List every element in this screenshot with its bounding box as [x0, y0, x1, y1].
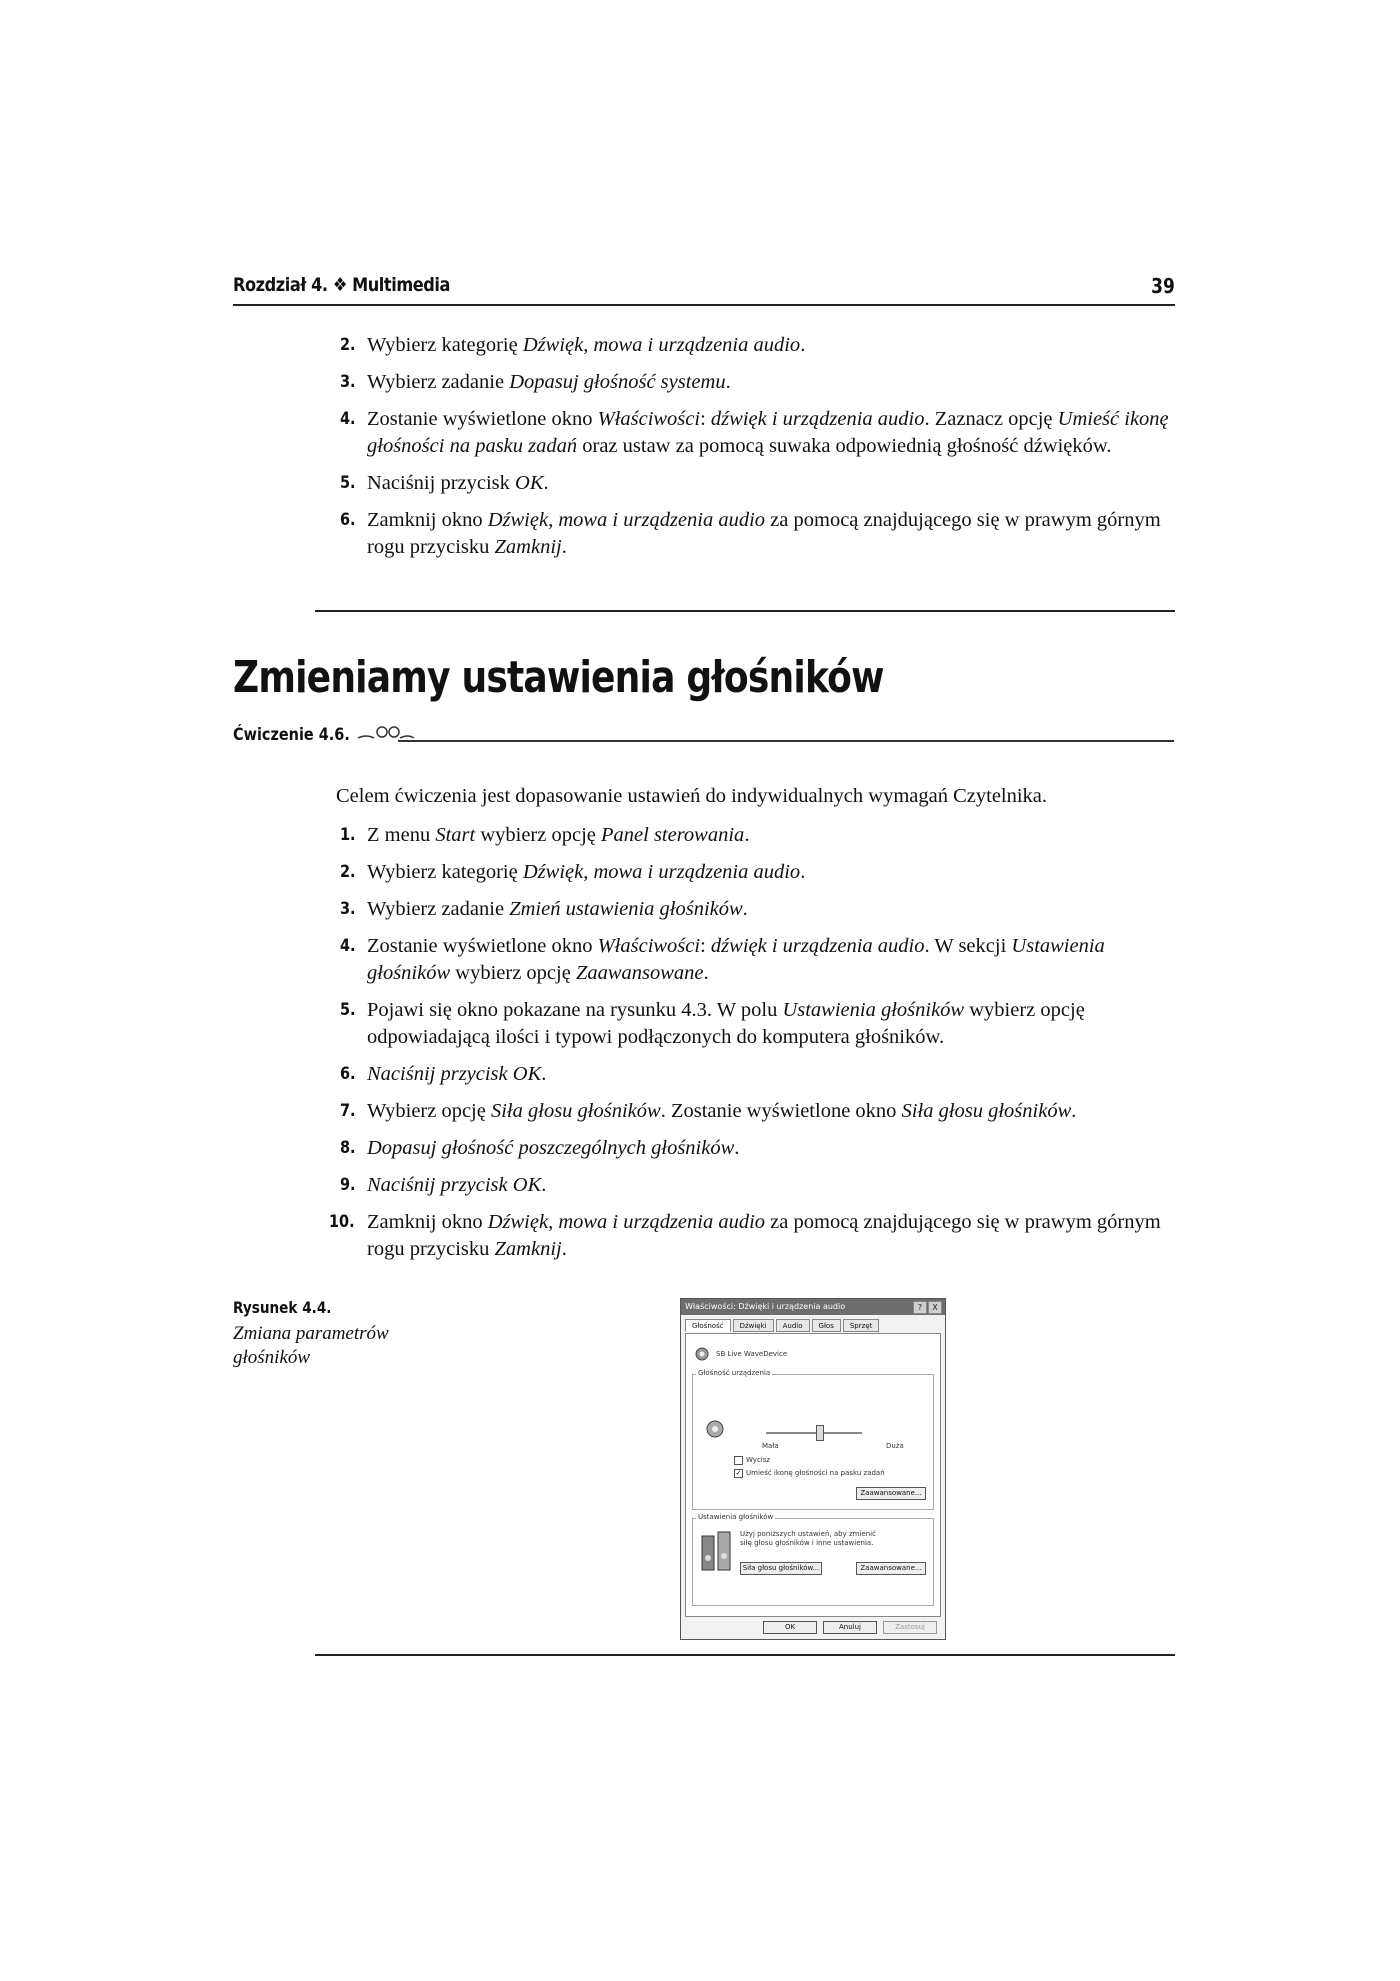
exercise-intro: Celem ćwiczenia jest dopasowanie ustawień do indywidualnych wymagań Czytelnika. — [336, 785, 1048, 807]
step-text: Naciśnij przycisk OK — [367, 1063, 542, 1085]
step-text: . Zaznacz opcję — [924, 408, 1058, 430]
device-volume-label: Głośność urządzenia — [698, 1369, 771, 1377]
figure-caption-line: głośników — [233, 1347, 311, 1368]
tab-audio[interactable]: Audio — [776, 1319, 810, 1332]
step-text: . — [541, 1174, 547, 1196]
list-item — [340, 1135, 1170, 1162]
ok-button[interactable]: OK — [763, 1621, 817, 1634]
list-item — [340, 859, 1170, 886]
list-item — [340, 1098, 1170, 1125]
tab-hardware[interactable]: Sprzęt — [843, 1319, 880, 1332]
step-text: wybierz opcję odpowiadającą ilości i typowi podłączonych do komputera głośników. — [367, 999, 1085, 1048]
step-text: . — [543, 472, 549, 494]
step-text: oraz ustaw za pomocą suwaka odpowiednią głośność dźwięków. — [577, 435, 1112, 457]
step-text: Dźwięk, mowa i urządzenia audio — [487, 509, 766, 531]
step-text: Wybierz zadanie — [367, 898, 510, 920]
step-number: 9. — [340, 1175, 356, 1195]
section-title: Zmieniamy ustawienia głośników — [233, 652, 884, 703]
figure-label: Rysunek 4.4. — [233, 1298, 332, 1317]
step-text: Panel sterowania — [601, 824, 745, 846]
step-text: Ustawienia głośników — [367, 935, 1105, 984]
step-text: Właściwości — [597, 935, 701, 957]
step-text: . — [742, 898, 748, 920]
list-item — [340, 406, 1170, 460]
section-divider-top — [315, 610, 1175, 612]
help-button[interactable]: ? — [913, 1301, 927, 1314]
step-text: . — [561, 1238, 567, 1260]
mute-label: Wycisz — [746, 1456, 771, 1464]
step-text: Wybierz zadanie — [367, 371, 510, 393]
step-number: 2. — [340, 862, 356, 882]
step-text: . — [541, 1063, 547, 1085]
step-text: Wybierz kategorię — [367, 861, 523, 883]
close-button[interactable]: X — [928, 1301, 942, 1314]
step-text: Naciśnij przycisk OK — [367, 1174, 542, 1196]
step-text: dźwięk i urządzenia audio — [710, 935, 925, 957]
step-number: 8. — [340, 1138, 356, 1158]
list-item — [340, 896, 1170, 923]
step-text: Siła głosu głośników — [901, 1100, 1072, 1122]
exercise-label: Ćwiczenie 4.6. — [233, 725, 350, 745]
step-text: . W sekcji — [924, 935, 1012, 957]
tray-icon-checkbox[interactable]: ✓ — [735, 1469, 742, 1477]
step-text: : — [700, 408, 711, 430]
exercise-rule — [398, 740, 1174, 742]
slider-max-label: Duża — [886, 1442, 904, 1450]
step-text: dźwięk i urządzenia audio — [710, 408, 925, 430]
speakers-icon — [700, 1530, 734, 1574]
step-text: Wybierz opcję — [367, 1100, 491, 1122]
step-text: Zaawansowane — [575, 962, 704, 984]
step-text: . — [703, 962, 709, 984]
list-item — [340, 470, 1170, 497]
step-text: wybierz opcję — [450, 962, 576, 984]
step-text: Zostanie wyświetlone okno — [367, 408, 598, 430]
step-text: . — [1071, 1100, 1077, 1122]
step-number: 6. — [340, 1064, 356, 1084]
tab-sounds[interactable]: Dźwięki — [733, 1319, 774, 1332]
list-item — [329, 1209, 1170, 1263]
step-text: . — [744, 824, 750, 846]
step-number: 2. — [340, 335, 356, 355]
volume-tab-panel — [685, 1333, 941, 1617]
step-text: Pojawi się okno pokazane na rysunku 4.3. W polu — [367, 999, 783, 1021]
figure-caption — [233, 1322, 389, 1370]
step-number: 4. — [340, 936, 356, 956]
step-text: Dźwięk, mowa i urządzenia audio — [487, 1211, 766, 1233]
step-text: OK — [515, 472, 544, 494]
step-text: . — [734, 1137, 740, 1159]
step-number: 3. — [340, 372, 356, 392]
list-item — [340, 507, 1170, 561]
speaker-settings-label: Ustawienia głośników — [698, 1513, 774, 1521]
step-text: Dopasuj głośność poszczególnych głośników — [367, 1137, 735, 1159]
list-item — [340, 1061, 1170, 1088]
step-text: Zamknij okno — [367, 509, 488, 531]
step-number: 5. — [340, 1000, 356, 1020]
step-number: 3. — [340, 899, 356, 919]
apply-button[interactable]: Zastosuj — [883, 1621, 937, 1634]
step-text: . Zostanie wyświetlone okno — [660, 1100, 902, 1122]
step-text: . — [800, 861, 806, 883]
step-text: Zamknij — [494, 1238, 562, 1260]
step-number: 10. — [329, 1212, 355, 1232]
step-text: Zamknij — [494, 536, 562, 558]
step-number: 5. — [340, 473, 356, 493]
step-text: Właściwości — [597, 408, 701, 430]
step-text: Naciśnij przycisk — [367, 472, 516, 494]
step-text: Umieść ikonę głośności na pasku zadań — [367, 408, 1169, 457]
step-text: za pomocą znajdującego się w prawym górnym rogu przycisku — [367, 1211, 1161, 1260]
sound-properties-dialog — [680, 1298, 946, 1640]
step-text: Ustawienia głośników — [782, 999, 965, 1021]
dialog-titlebar — [681, 1299, 945, 1315]
step-text: . — [725, 371, 731, 393]
step-text: Dźwięk, mowa i urządzenia audio — [522, 861, 801, 883]
step-text: Wybierz kategorię — [367, 334, 523, 356]
list-item — [340, 933, 1170, 987]
step-number: 4. — [340, 409, 356, 429]
step-text: . — [800, 334, 806, 356]
list-item — [340, 822, 1170, 849]
step-text: Dźwięk, mowa i urządzenia audio — [522, 334, 801, 356]
volume-slider-track — [766, 1432, 862, 1434]
step-text: wybierz opcję — [475, 824, 601, 846]
advanced-speaker-button[interactable]: Zaawansowane... — [856, 1562, 926, 1575]
tray-icon-label: Umieść ikonę głośności na pasku zadań — [746, 1469, 885, 1477]
speaker-volume-button[interactable]: Siła głosu głośników... — [740, 1562, 822, 1575]
step-text: Zostanie wyświetlone okno — [367, 935, 598, 957]
step-text: Z menu — [367, 824, 436, 846]
figure-caption-line: Zmiana parametrów — [233, 1323, 389, 1344]
step-number: 6. — [340, 510, 356, 530]
speaker-device-icon — [694, 1346, 710, 1362]
step-text: Zmień ustawienia głośników — [509, 898, 743, 920]
step-text: Siła głosu głośników — [490, 1100, 661, 1122]
tab-voice[interactable]: Głos — [812, 1319, 841, 1332]
list-item — [340, 1172, 1170, 1199]
list-item — [340, 332, 1170, 359]
advanced-volume-button[interactable]: Zaawansowane... — [856, 1487, 926, 1500]
list-item — [340, 369, 1170, 396]
step-number: 7. — [340, 1101, 356, 1121]
running-header — [233, 272, 1175, 306]
volume-slider-thumb[interactable] — [816, 1425, 824, 1441]
page-number: 39 — [1151, 274, 1175, 298]
section-divider-bottom — [315, 1654, 1175, 1656]
steps-list-previous — [340, 332, 1170, 571]
step-text: za pomocą znajdującego się w prawym górnym rogu przycisku — [367, 509, 1161, 558]
chapter-title: Rozdział 4. ❖ Multimedia — [233, 274, 450, 296]
step-text: . — [561, 536, 567, 558]
device-name: SB Live WaveDevice — [716, 1350, 788, 1358]
dialog-tabs — [685, 1319, 879, 1332]
step-text: : — [700, 935, 711, 957]
steps-list-exercise — [329, 822, 1170, 1273]
slider-min-label: Mała — [762, 1442, 779, 1450]
step-text: Dopasuj głośność systemu — [509, 371, 726, 393]
speaker-description: Użyj poniższych ustawień, aby zmienić siłę głosu głośników i inne ustawienia. — [740, 1530, 876, 1547]
volume-speaker-icon — [704, 1418, 726, 1440]
cancel-button[interactable]: Anuluj — [823, 1621, 877, 1634]
step-text: Zamknij okno — [367, 1211, 488, 1233]
dialog-title: Właściwości: Dźwięki i urządzenia audio — [685, 1302, 846, 1311]
tab-volume[interactable]: Głośność — [685, 1319, 731, 1332]
step-text: Start — [435, 824, 476, 846]
step-number: 1. — [340, 825, 356, 845]
list-item — [340, 997, 1170, 1051]
mute-checkbox[interactable] — [734, 1456, 743, 1465]
